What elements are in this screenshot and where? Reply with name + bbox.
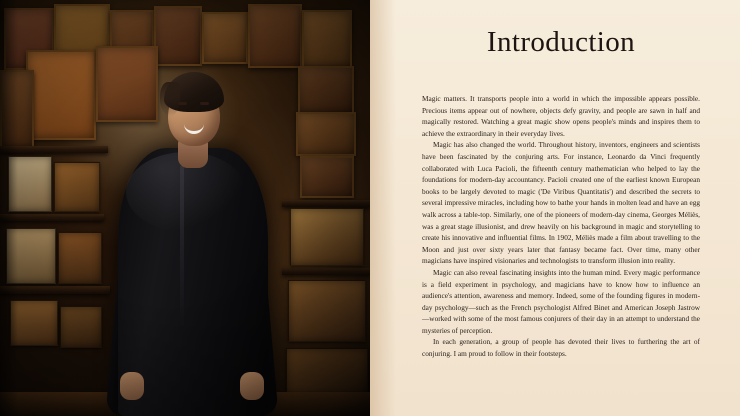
dante-magic-poster	[26, 50, 96, 140]
chapter-title: Introduction	[486, 26, 636, 58]
right-hand	[240, 372, 264, 400]
paragraph: Magic matters. It transports people into a world in which the impossible appears possible. Precious items appear out of nowhere, objects defy gravity, and people are sawn in half and magically restored. Watching a great magic show opens people's minds and inspires them to achieve the extraordinary in their everyday lives.	[422, 94, 700, 138]
glass-display-case	[288, 280, 366, 342]
framed-handbill	[298, 66, 354, 114]
display-shelf	[0, 146, 108, 153]
paragraph: Magic can also reveal fascinating insights into the human mind. Every magic performance is a field experiment in psychology, and magicians have to know how to influence an audience's attention, awareness and memory. Indeed, some of the founding figures in modern-day psychology—such as the French psychologist Alfred Binet and American Joseph Jastrow—worked with some of the most famous conjurers of their day in an attempt to understand the mysteries of perception.	[422, 267, 700, 335]
collectible-prop	[60, 306, 102, 348]
display-shelf	[0, 286, 110, 294]
glass-display-case	[290, 208, 364, 266]
hair	[164, 72, 224, 112]
right-eye	[200, 102, 209, 105]
collectible-prop	[10, 300, 58, 346]
antique-prop-cabinet	[54, 162, 100, 212]
antique-prop-cabinet	[6, 228, 56, 284]
antique-prop-cabinet	[58, 232, 102, 284]
display-shelf	[0, 214, 104, 221]
framed-handbill	[296, 112, 356, 156]
magician-figure	[104, 56, 280, 416]
antique-prop-cabinet	[8, 156, 52, 212]
left-hand	[120, 372, 144, 400]
right-page-text	[370, 0, 740, 416]
left-eye	[178, 102, 187, 105]
paragraph: In each generation, a group of people has devoted their lives to furthering the art of conjuring. I am proud to follow in their footsteps.	[422, 337, 700, 359]
shirt-placket	[180, 166, 184, 326]
vintage-magic-poster	[302, 10, 352, 68]
paragraph: Magic has also changed the world. Throughout history, inventors, engineers and scientists have been fascinated by the conjuring arts. For instance, Leonardo da Vinci frequently collaborated with Luca Pacioli, the fifteenth century mathematician who helped to lay the foundations for modern-day accountancy. Pacioli created one of the earliest known European books to be largely devoted to magic ('De Viribus Quantitatis') and described the secrets to several impressive miracles, including how to bathe your hands in molten lead and have an egg walk across a table-top. Similarly, one of the pioneers of modern-day cinema, Georges Méliès, was a great stage illusionist, and drew heavily on his background in magic and storytelling to create his innovative and influential films. In 1902, Méliès made a film about travelling to the Moon and just over sixty years later that fantasy became fact. Over time, many other magicians have inspired visionaries and technologists to transform illusion into reality.	[422, 140, 701, 266]
display-shelf	[282, 268, 370, 275]
introduction-body	[422, 93, 700, 360]
display-shelf	[282, 200, 370, 207]
magic-show-poster	[0, 70, 34, 148]
framed-handbill	[300, 156, 354, 198]
collectible-prop	[286, 348, 368, 396]
